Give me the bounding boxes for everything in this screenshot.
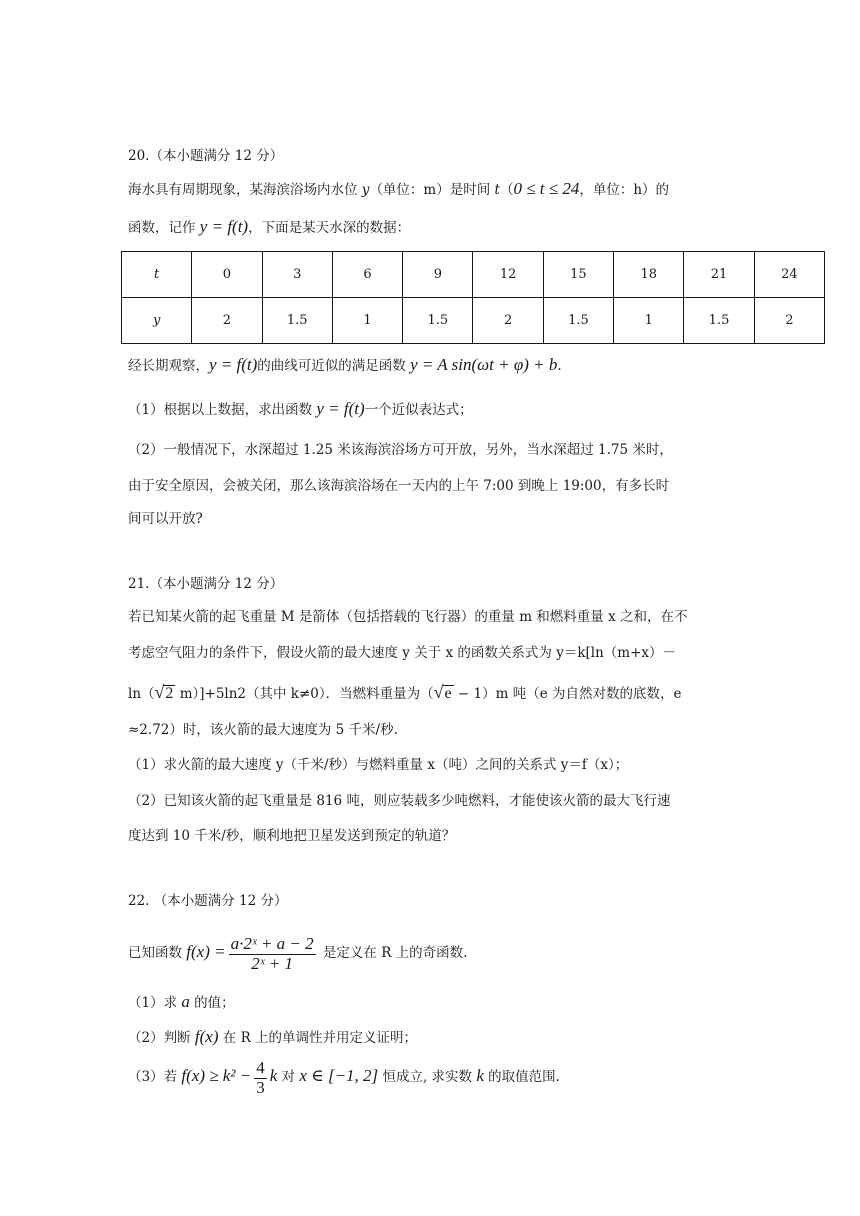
text: 经长期观察， bbox=[128, 358, 209, 374]
table-cell: 21 bbox=[684, 252, 754, 298]
text: ln（ bbox=[128, 686, 155, 702]
q22-text-line1 bbox=[128, 932, 467, 973]
text: 的值； bbox=[189, 995, 235, 1011]
q20-text-line2 bbox=[128, 217, 410, 238]
text: （3）若 bbox=[128, 1069, 182, 1085]
inequality-formula: f(x) ≥ k² − bbox=[181, 1066, 252, 1085]
sqrt-symbol: √ bbox=[154, 682, 165, 702]
text: 一个近似表达式； bbox=[364, 402, 473, 418]
text: 的曲线可近似的满足函数 bbox=[257, 358, 411, 374]
var-t: t bbox=[494, 182, 500, 198]
q20-part2-line3: 间可以开放? bbox=[128, 511, 203, 527]
table-cell: 1 bbox=[614, 298, 684, 344]
var-k: k bbox=[476, 1066, 484, 1085]
var-a: a bbox=[181, 992, 190, 1011]
function-fraction bbox=[229, 935, 316, 973]
sqrt-2: 2 bbox=[165, 685, 174, 702]
q22-part3 bbox=[128, 1056, 560, 1097]
table-cell: 15 bbox=[543, 252, 613, 298]
water-depth-table bbox=[121, 251, 825, 344]
function-formula: y = f(t) bbox=[316, 399, 365, 418]
q20-text-line3 bbox=[128, 355, 562, 376]
q21-part2-line2: 度达到 10 千米/秒，顺利地把卫星发送到预定的轨道？ bbox=[128, 828, 456, 844]
table-row-y bbox=[122, 298, 825, 344]
table-cell: 2 bbox=[192, 298, 262, 344]
text: 在 R 上的单调性并用定义证明； bbox=[218, 1030, 418, 1046]
text: （2）判断 bbox=[128, 1030, 195, 1046]
text: 海水具有周期现象，某海滨浴场内水位 bbox=[128, 182, 362, 198]
q21-text-line3 bbox=[128, 682, 682, 704]
domain-formula: x ∈ [−1, 2] bbox=[299, 1066, 379, 1085]
fraction-denominator: 2ˣ + 1 bbox=[251, 953, 293, 973]
q21-part2-line1: （2）已知该火箭的起飞重量是 816 吨，则应装载多少吨燃料，才能使该火箭的最大飞行速 bbox=[128, 793, 671, 809]
q22-part2 bbox=[128, 1027, 417, 1048]
text: m）]+5ln2（其中 k≠0）．当燃料重量为（ bbox=[175, 686, 434, 702]
q21-text-line2: 考虑空气阻力的条件下，假设火箭的最大速度 y 关于 x 的函数关系式为 y＝k[ln（m+x）－ bbox=[128, 645, 677, 661]
table-row-t bbox=[122, 252, 825, 298]
fraction-numerator: a·2ˣ + a − 2 bbox=[230, 933, 314, 953]
text: ，单位：h）的 bbox=[579, 182, 670, 198]
table-cell: t bbox=[122, 252, 192, 298]
q20-part2-line2: 由于安全原因，会被关闭，那么该海滨浴场在一天内的上午 7:00 到晚上 19:00，有多长时 bbox=[128, 478, 670, 494]
function-fx: f(x) bbox=[194, 1027, 219, 1046]
table-cell: 12 bbox=[473, 252, 543, 298]
table-cell: 24 bbox=[754, 252, 824, 298]
table-cell: 2 bbox=[473, 298, 543, 344]
text: （单位：m）是时间 bbox=[369, 182, 495, 198]
table-cell: 3 bbox=[262, 252, 332, 298]
time-range-formula: 0 ≤ t ≤ 24 bbox=[513, 179, 580, 198]
var-k: k bbox=[269, 1066, 278, 1085]
text: （ bbox=[499, 182, 514, 198]
q21-text-line4: ≈2.72）时，该火箭的最大速度为 5 千米/秒. bbox=[128, 722, 398, 738]
fraction-numerator: 4 bbox=[256, 1057, 265, 1077]
fraction-4-3 bbox=[254, 1059, 267, 1097]
q20-header: 20.（本小题满分 12 分） bbox=[128, 148, 284, 164]
table-cell: 18 bbox=[614, 252, 684, 298]
q20-part1 bbox=[128, 399, 473, 420]
text: 已知函数 bbox=[128, 945, 187, 961]
text: 的取值范围. bbox=[483, 1069, 560, 1085]
sqrt-symbol: √ bbox=[433, 682, 444, 702]
q21-text-line1: 若已知某火箭的起飞重量 M 是箭体（包括搭载的飞行器）的重量 m 和燃料重量 x 之和，在不 bbox=[128, 609, 688, 625]
text: ，下面是某天水深的数据： bbox=[248, 220, 411, 236]
table-cell: 1.5 bbox=[403, 298, 473, 344]
sqrt-e: e bbox=[444, 685, 452, 702]
q21-part1: （1）求火箭的最大速度 y（千米/秒）与燃料重量 x（吨）之间的关系式 y＝f（x）； bbox=[128, 757, 629, 773]
text: 对 bbox=[277, 1069, 300, 1085]
function-formula: y = f(t) bbox=[209, 355, 258, 374]
text: （1）根据以上数据，求出函数 bbox=[128, 402, 317, 418]
table-cell: 9 bbox=[403, 252, 473, 298]
q22-part1 bbox=[128, 992, 235, 1013]
text: − 1）m 吨（e 为自然对数的底数，e bbox=[453, 686, 682, 702]
text: 恒成立, 求实数 bbox=[378, 1069, 477, 1085]
fraction-denominator: 3 bbox=[256, 1077, 265, 1097]
text: 函数，记作 bbox=[128, 220, 200, 236]
table-cell: 1 bbox=[332, 298, 402, 344]
table-cell: 0 bbox=[192, 252, 262, 298]
text: 是定义在 R 上的奇函数. bbox=[318, 945, 468, 961]
table-cell: 6 bbox=[332, 252, 402, 298]
var-y: y bbox=[361, 182, 370, 198]
table-cell: 1.5 bbox=[684, 298, 754, 344]
sine-model-formula: y = A sin(ωt + φ) + b bbox=[410, 355, 558, 374]
table-cell: 2 bbox=[754, 298, 824, 344]
q20-text-line1 bbox=[128, 179, 669, 200]
function-formula: y = f(t) bbox=[199, 217, 249, 236]
function-lhs: f(x) = bbox=[186, 942, 226, 961]
table-cell: 1.5 bbox=[543, 298, 613, 344]
q22-header: 22. （本小题满分 12 分） bbox=[128, 893, 288, 909]
table-cell: y bbox=[122, 298, 192, 344]
text: . bbox=[557, 358, 562, 374]
text: （1）求 bbox=[128, 995, 182, 1011]
table-cell: 1.5 bbox=[262, 298, 332, 344]
q21-header: 21.（本小题满分 12 分） bbox=[128, 576, 284, 592]
q20-part2-line1: （2）一般情况下，水深超过 1.25 米该海滨浴场方可开放，另外，当水深超过 1.75 米时， bbox=[128, 442, 673, 458]
